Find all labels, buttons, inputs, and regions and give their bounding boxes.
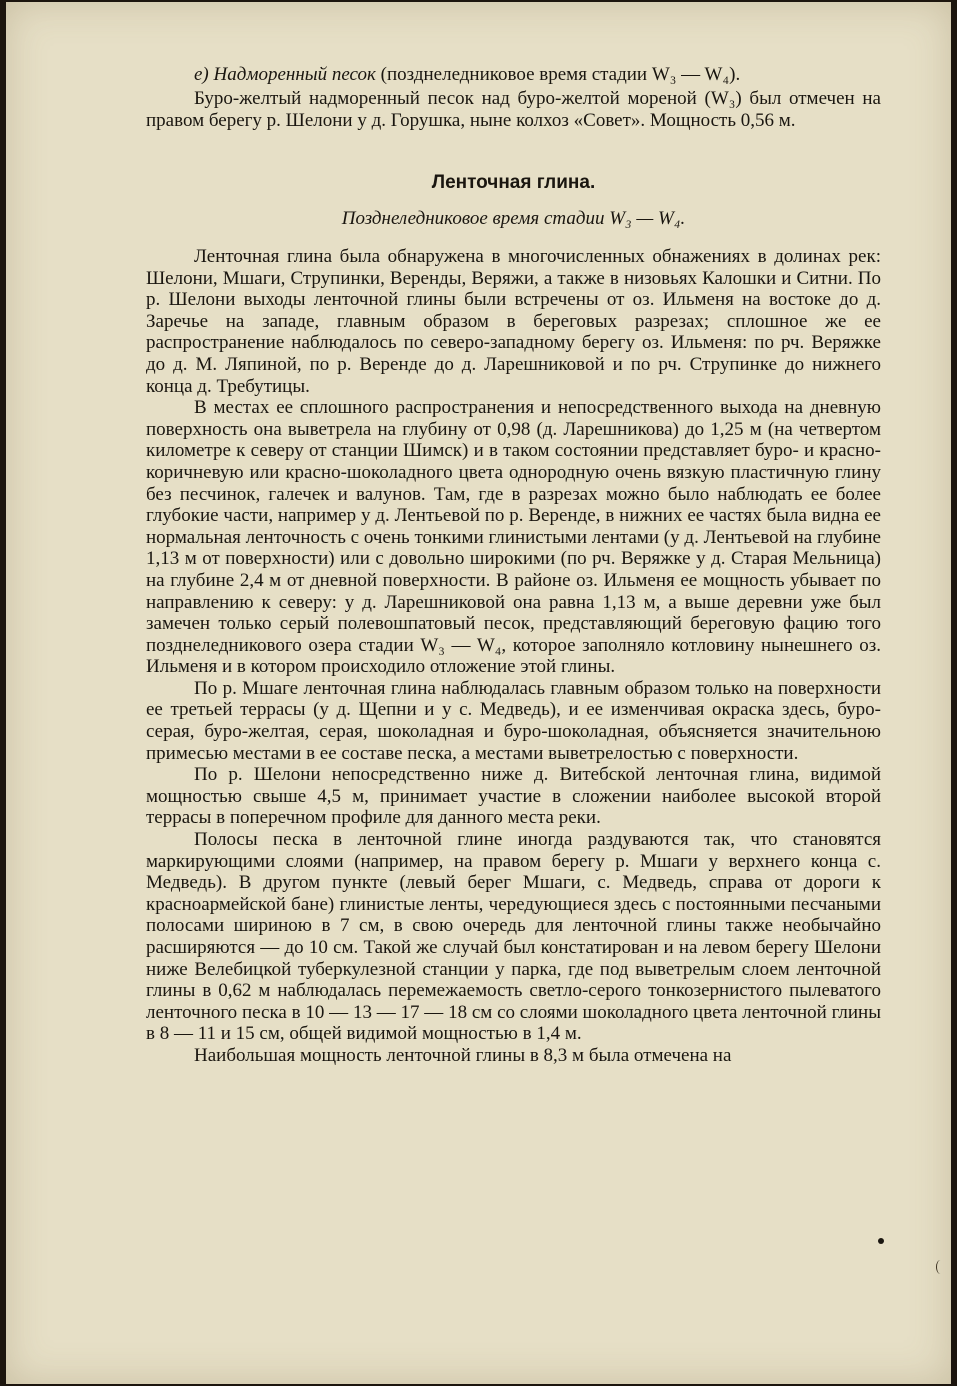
subsection-heading-rest: (позднеледниковое время стадии W₃ — W₄). — [380, 64, 741, 85]
body-paragraph: В местах ее сплошного распространения и непосредственного выхода на дневную поверхность она выветрела на глубину от 0,98 (д. Ларешникова) до 1,25 м (на четвертом километре к северу от станции Шимск) и в таком состоянии представляет буро- и красно-коричневую или красно-шоколадного цвета однородную очень вязкую пластичную глину без песчинок, галечек и валунов. Там, где в разрезах можно было наблюдать ее более глубокие части, например у д. Лентьевой по р. Веренде, в нижних ее частях была видна ее нормальная ленточность с очень тонкими глинистыми лентами (у д. Лентьевой на глубине 1,13 м от поверхности) или с довольно широкими (по рч. Веряжке у д. Старая Мельница) на глубине 2,4 м от дневной поверхности. В районе оз. Ильменя ее мощность убывает по направлению к северу: у д. Ларешниковой она равна 1,13 м, а выше деревни уже был замечен только серый полевошпатовый песок, представляющий береговую фацию того позднеледникового озера стадии W₃ — W₄, которое заполняло котловину нынешнего оз. Ильменя и в котором происходило отложение этой глины. — [146, 397, 881, 678]
body-paragraphs — [146, 246, 881, 1067]
body-paragraph: Полосы песка в ленточной глине иногда раздуваются так, что становятся маркирующими слоями (например, на правом берегу р. Мшаги у верхнего конца с. Медведь). В другом пункте (левый берег Мшаги, с. Медведь, справа от дороги к красноармейской бане) глинистые ленты, чередующиеся здесь с постоянными песчаными полосами шириною в 7 см, в свою очередь для ленточной глины также необычайно расширяются — до 10 см. Такой же случай был констатирован и на левом берегу Шелони ниже Велебицкой туберкулезной станции у парка, где под выветрелым слоем ленточной глины в 0,62 м наблюдалась перемежаемость светло-серого тонкозернистого пылеватого ленточного песка в 10 — 13 — 17 — 18 см со слоями шоколадного цвета ленточной глины в 8 — 11 и 15 см, общей видимой мощностью в 1,4 м. — [146, 829, 881, 1045]
subsection-heading-label: е) Надморенный песок — [194, 64, 376, 85]
body-paragraph: По р. Шелони непосредственно ниже д. Витебской ленточная глина, видимой мощностью свыше 4,5 м, принимает участие в сложении наиболее высокой второй террасы в поперечном профиле для данного места реки. — [146, 764, 881, 829]
body-paragraph: По р. Мшаге ленточная глина наблюдалась главным образом только на поверхности ее третьей террасы (у д. Щепни и у с. Медведь), и ее изменчивая окраска здесь, буро-серая, буро-желтая, серая, шоколадная и буро-шоколадная, объясняется значительною примесью местами в ее составе песка, а местами выветрелостью с поверхности. — [146, 677, 881, 764]
paragraph-intro: Буро-желтый надморенный песок над буро-желтой мореной (W₃) был отмечен на правом берегу р. Шелони у д. Горушка, ныне колхоз «Совет». Мощность 0,56 м. — [146, 88, 881, 131]
subsection-heading — [194, 64, 881, 86]
margin-edge-mark — [936, 1260, 945, 1274]
section-title: Ленточная глина. — [431, 172, 596, 193]
page-content — [146, 64, 881, 1067]
section-subtitle: Позднеледниковое время стадии W₃ — W₄. — [341, 208, 686, 229]
body-paragraph: Ленточная глина была обнаружена в многочисленных обнажениях в долинах рек: Шелони, Мшаги, Струпинки, Веренды, Веряжи, а также в низовьях Калошки и Ситни. По р. Шелони выходы ленточной глины были встречены от оз. Ильменя на востоке до д. Заречье на западе, главным образом в береговых разрезах; сплошное же ее распространение наблюдалось по северо-западному берегу оз. Ильменя: по рч. Веряжке до д. М. Ляпиной, по р. Веренде до д. Ларешниковой и по рч. Струпинке до нижнего конца д. Требутицы. — [146, 246, 881, 397]
body-paragraph-last: Наибольшая мощность ленточной глины в 8,3 м была отмечена на — [194, 1044, 732, 1066]
scanned-page — [6, 2, 951, 1384]
ink-dot-mark — [878, 1238, 884, 1244]
